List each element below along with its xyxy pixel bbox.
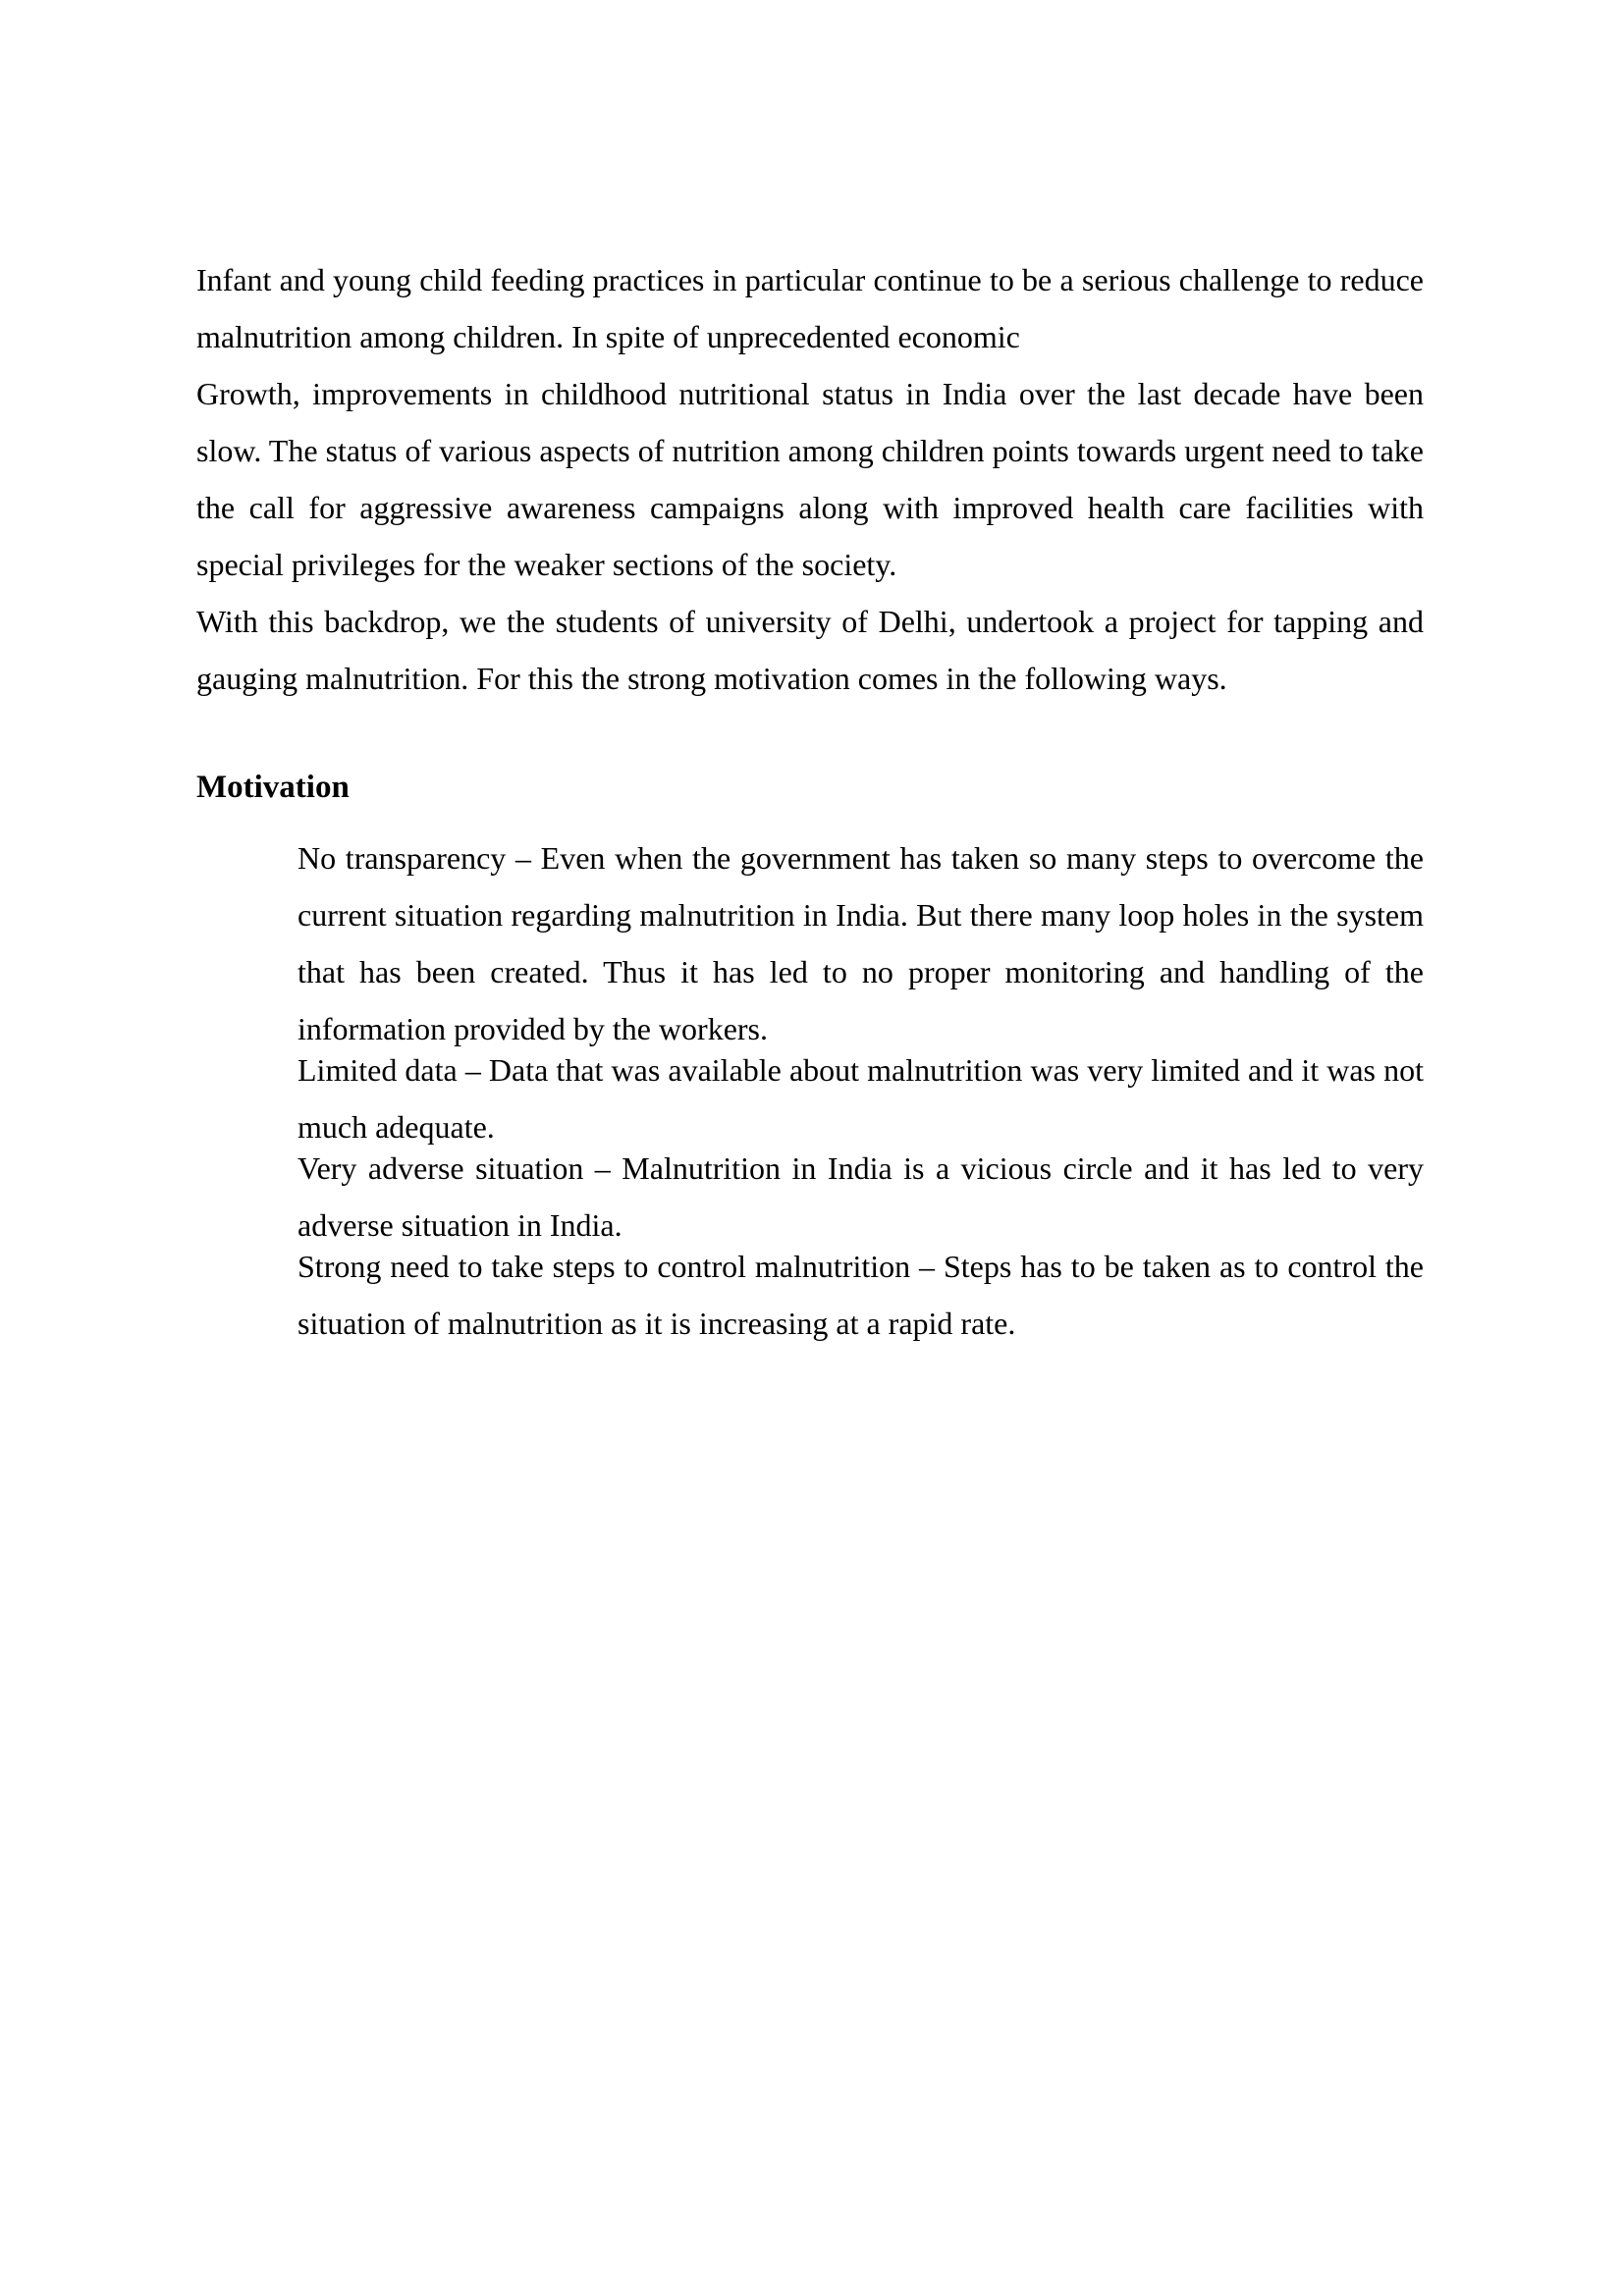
motivation-item: No transparency – Even when the government has taken so many steps to overcome the current situation regarding malnutrition in India. But there many loop holes in the system that has been created. Thus it has led to no proper monitoring and handling of the information provided by the workers.: [298, 840, 1424, 1046]
motivation-item: Very adverse situation – Malnutrition in India is a vicious circle and it has led to very adverse situation in India.: [298, 1150, 1424, 1243]
intro-paragraph: With this backdrop, we the students of university of Delhi, undertook a project for tapping and gauging malnutrition. For this the strong motivation comes in the following ways.: [196, 604, 1424, 696]
intro-paragraph: Infant and young child feeding practices in particular continue to be a serious challenge to reduce malnutrition among children. In spite of unprecedented economic: [196, 262, 1424, 354]
motivation-item: Limited data – Data that was available about malnutrition was very limited and it was not much adequate.: [298, 1052, 1424, 1145]
motivation-list: [196, 829, 1424, 1352]
motivation-heading: Motivation: [196, 770, 350, 805]
motivation-item: Strong need to take steps to control malnutrition – Steps has to be taken as to control the situation of malnutrition as it is increasing at a rapid rate.: [298, 1249, 1424, 1341]
intro-paragraphs: [196, 251, 1424, 707]
intro-paragraph: Growth, improvements in childhood nutritional status in India over the last decade have been slow. The status of various aspects of nutrition among children points towards urgent need to take the call for aggressive awareness campaigns along with improved health care facilities with special privileges for the weaker sections of the society.: [196, 376, 1424, 582]
